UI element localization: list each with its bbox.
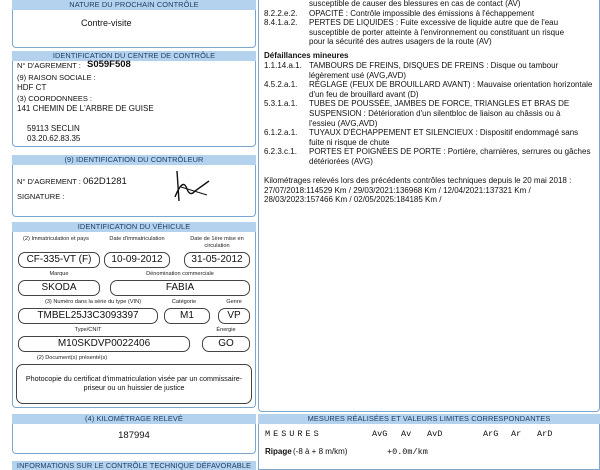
centre-agrement-value: S059F508	[87, 59, 131, 70]
minor-line-8	[264, 138, 600, 148]
defect-text: OPACITÉ : Contrôle impossible des émissions à l'échappement	[309, 8, 535, 18]
col-avd: AvD	[427, 429, 443, 439]
defect-text: PORTES ET POIGNÉES DE PORTE : Portière, charnières, serrures ou gâches	[309, 147, 591, 157]
defect-code: 6.2.3.c.1.	[264, 147, 297, 157]
date-circulation-field: 31-05-2012	[184, 252, 250, 268]
centre-phone: 03.20.62.83.35	[27, 134, 81, 143]
defect-text: l'essieu (AVG,AVD)	[309, 118, 378, 128]
defect-code: 8.4.1.a.2.	[264, 18, 298, 28]
ripage-value: +0.0m/km	[387, 447, 428, 457]
col-ar: Ar	[511, 429, 522, 439]
defect-text: pour la sécurité des autres usagers de la route (AV)	[309, 37, 492, 47]
caption-date-immatriculation: Date d'immatriculation	[109, 236, 165, 242]
controleur-header: (9) IDENTIFICATION DU CONTRÔLEUR	[12, 155, 256, 165]
col-av: Av	[401, 429, 412, 439]
ripage-label: Ripage	[265, 447, 292, 456]
defect-text: RÉGLAGE (FEUX DE BROUILLARD AVANT) : Mauvaise orientation horizontale	[309, 80, 593, 90]
caption-genre: Genre	[226, 299, 242, 305]
defect-text: détériorées (AVG)	[309, 157, 373, 166]
defect-line-4	[264, 37, 600, 47]
next-visit-box	[12, 10, 256, 48]
defect-text: TUYAUX D'ÉCHAPPEMENT ET SILENCIEUX : Dispositif endommagé sans	[309, 128, 579, 138]
centre-header: IDENTIFICATION DU CENTRE DE CONTRÔLE	[12, 51, 256, 61]
raison-sociale-value: HDF CT	[17, 83, 47, 92]
defect-text: TUBES DE POUSSÉE, JAMBES DE FORCE, TRIANGLES ET BRAS DE	[309, 99, 570, 109]
minor-line-1	[264, 71, 600, 81]
signature-mark	[163, 167, 223, 205]
centre-address: 141 CHEMIN DE L'ARBRE DE GUISE	[17, 104, 154, 113]
defect-text: PERTES DE LIQUIDES : Fuite excessive de liquide autre que de l'eau	[309, 18, 559, 28]
caption-vin: (3) Numéro dans la série du type (VIN)	[44, 299, 142, 305]
documents-field	[16, 364, 252, 404]
categorie-field: M1	[164, 308, 210, 324]
caption-categorie: Catégorie	[171, 299, 197, 305]
km-value: 187994	[118, 430, 150, 441]
minor-line-5	[264, 109, 600, 119]
controleur-box	[12, 165, 256, 217]
controleur-agrement-value: 062D1281	[83, 176, 127, 187]
mesures-title: MESURES	[265, 429, 322, 439]
km-header: (4) KILOMÉTRAGE RELEVÉ	[12, 414, 256, 424]
defect-code: 8.2.2.e.2.	[264, 8, 298, 18]
defect-code: 5.3.1.a.1.	[264, 99, 298, 109]
defect-code: 6.1.2.a.1.	[264, 128, 298, 138]
mesures-header: MESURES RÉALISÉES ET VALEURS LIMITES CORRESPONDANTES	[258, 414, 600, 424]
raison-sociale-label: (9) RAISON SOCIALE :	[17, 73, 96, 82]
minor-line-9	[264, 147, 600, 157]
defect-text: fuite ni risque de chute	[309, 137, 390, 147]
next-visit-header: NATURE DU PROCHAIN CONTRÔLE	[12, 0, 256, 10]
defect-line-3	[264, 28, 600, 38]
signature-label: SIGNATURE :	[17, 192, 65, 201]
caption-documents: (2) Document(s) présenté(s)	[36, 355, 108, 361]
denomination-field: FABIA	[110, 280, 250, 296]
defect-text: susceptible de porter atteinte à l'environnement ou constituant un risque	[309, 27, 565, 37]
caption-date-circulation: Date de 1ère mise en circulation	[190, 236, 244, 249]
col-ard: ArD	[537, 429, 553, 439]
centre-city: 59113 SECLIN	[27, 124, 80, 133]
ripage-range: (-8 à + 8 m/km)	[293, 447, 348, 456]
minor-line-3	[264, 90, 600, 100]
caption-denomination: Dénomination commerciale	[146, 271, 214, 277]
defect-line-0	[264, 0, 600, 9]
caption-type: Type/CNIT	[74, 327, 102, 333]
km-history-line-0: Kilométrages relevés lors des précédents contrôles techniques depuis le 20 mai 2018 :	[264, 176, 572, 185]
caption-marque: Marque	[49, 271, 69, 277]
vehicule-header: IDENTIFICATION DU VÉHICULE	[12, 222, 256, 232]
defect-code: 1.1.14.a.1.	[264, 61, 302, 70]
date-immatriculation-field: 10-09-2012	[104, 252, 170, 268]
centre-agrement-label: N° D'AGREMENT :	[17, 61, 81, 70]
immatriculation-field: CF-335-VT (F)	[18, 252, 100, 268]
centre-box	[12, 61, 256, 147]
defect-line-1	[264, 9, 600, 19]
minor-line-10	[264, 157, 600, 167]
minor-line-2	[264, 80, 600, 90]
minor-line-7	[264, 128, 600, 138]
defect-line-2	[264, 18, 600, 28]
minor-line-0	[264, 61, 600, 71]
defect-text: susceptible de causer des blessures en cas de contact (AV)	[309, 0, 521, 8]
type-field: M10SKDVP0022406	[18, 336, 190, 352]
minor-line-4	[264, 99, 600, 109]
km-history-line-2: 28/03/2023:157466 Km / 02/05/2025:184185 Km /	[264, 195, 442, 205]
coordonnees-label: (3) COORDONNEES :	[17, 94, 93, 103]
genre-field: VP	[218, 308, 250, 324]
col-arg: ArG	[483, 429, 499, 439]
next-visit-value: Contre-visite	[81, 18, 132, 28]
controle-defavorable-header: INFORMATIONS SUR LE CONTRÔLE TECHNIQUE DÉFAVORABLE	[12, 461, 256, 470]
controleur-agrement-label: N° D'AGREMENT :	[17, 177, 81, 186]
km-box	[12, 424, 256, 454]
caption-immatriculation: (2) Immatriculation et pays	[23, 236, 89, 242]
vin-field: TMBEL25J3C3093397	[18, 308, 158, 324]
defect-text: TAMBOURS DE FREINS, DISQUES DE FREINS : Disque ou tambour	[309, 61, 559, 70]
defect-code: 4.5.2.a.1.	[264, 80, 298, 90]
caption-energie: Énergie	[216, 327, 236, 333]
defect-text: légèrement usé (AVG,AVD)	[309, 70, 407, 80]
defect-text: SUSPENSION : Détérioration d'un silentbloc de liaison au châssis ou à	[309, 109, 561, 118]
km-history-line-1: 27/07/2018:114529 Km / 29/03/2021:136968 Km / 12/04/2021:137321 Km /	[264, 185, 531, 195]
documents-text: Photocopie du certificat d'immatriculation visée par un commissaire-priseur ou un huissier de justice	[25, 374, 243, 392]
minor-line-6	[264, 119, 600, 129]
mesures-box	[258, 424, 600, 470]
defect-text: d'un feu de brouillard avant (D)	[309, 89, 419, 99]
minor-defects-title: Défaillances mineures	[264, 51, 349, 60]
energie-field: GO	[202, 336, 250, 352]
marque-field: SKODA	[18, 280, 100, 296]
col-avg: AvG	[372, 429, 388, 439]
